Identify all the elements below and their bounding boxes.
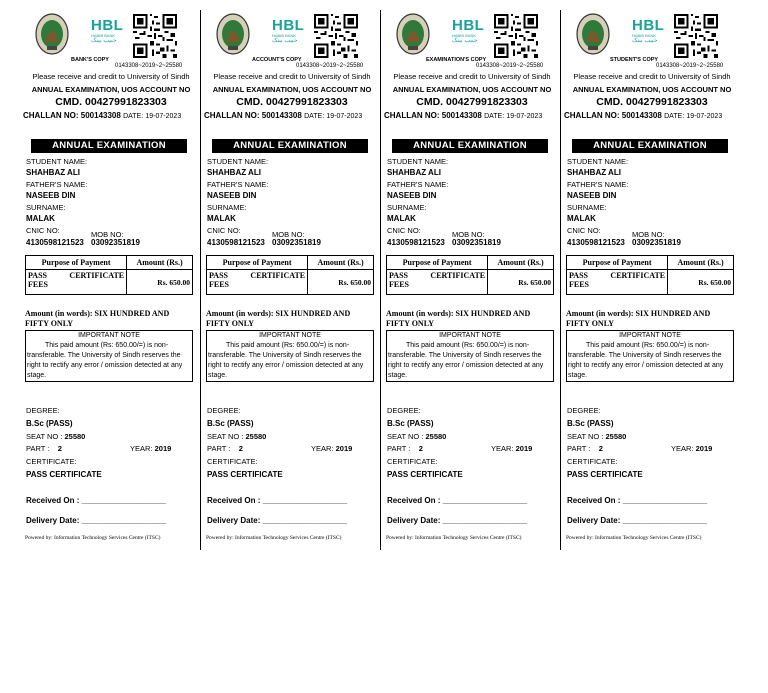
purpose-word: FEES [569, 280, 590, 289]
cnic-label: CNIC NO: [387, 226, 421, 235]
purpose-cell [207, 270, 308, 295]
amount-header: Amount (Rs.) [127, 256, 193, 270]
exam-banner: ANNUAL EXAMINATION [572, 139, 728, 153]
purpose-word: FEES [28, 280, 49, 289]
challan-label: CHALLAN NO: [23, 111, 79, 120]
qr-code-icon [494, 14, 538, 58]
surname-label: SURNAME: [567, 203, 607, 212]
payment-table [386, 255, 554, 295]
seat-label: SEAT NO : [387, 432, 424, 441]
date-label: DATE: [664, 113, 685, 120]
amount-header: Amount (Rs.) [308, 256, 374, 270]
challan-copy-student [560, 10, 740, 550]
cmd-account-number: CMD. 00427991823303 [416, 96, 528, 108]
receive-text: Please receive and credit to University of Sindh [213, 72, 371, 81]
important-note [206, 330, 374, 382]
account-line: ANNUAL EXAMINATION, UOS ACCOUNT NO [572, 85, 732, 94]
purpose-header: Purpose of Payment [567, 256, 668, 270]
year-value: 2019 [695, 444, 713, 453]
year-line [311, 444, 352, 453]
delivery-date-field: Delivery Date: ___________________ [567, 516, 708, 525]
surname: MALAK [207, 214, 236, 223]
purpose-word: FEES [209, 280, 230, 289]
note-title: IMPORTANT NOTE [78, 332, 140, 339]
hbl-logo-urdu: حبیب بینک [632, 38, 658, 44]
delivery-date-field: Delivery Date: ___________________ [207, 516, 348, 525]
powered-by: Powered by: Information Technology Services Centre (ITSC) [386, 535, 522, 541]
surname-label: SURNAME: [387, 203, 427, 212]
student-name-label: STUDENT NAME: [26, 157, 88, 166]
copy-label: EXAMINATION'S COPY [426, 57, 487, 63]
date-label: DATE: [304, 113, 325, 120]
surname: MALAK [387, 214, 416, 223]
powered-by: Powered by: Information Technology Services Centre (ITSC) [206, 535, 342, 541]
seat-line [567, 432, 626, 441]
hbl-logo-text: HBL [272, 17, 305, 34]
note-body: This paid amount (Rs: 650.00/=) is non-transferable. The University of Sindh reserves the right to rectify any error / omission detected at any stage. [27, 342, 183, 379]
part-line [387, 444, 423, 453]
amount-cell: Rs. 650.00 [668, 270, 734, 295]
challan-line [384, 111, 556, 120]
part-label: PART : [387, 444, 411, 453]
mob-number: 03092351819 [452, 238, 501, 247]
mob-label: MOB NO: [452, 230, 485, 239]
part-value: 2 [418, 444, 423, 453]
reference-code: 0143308~2019~2~25580 [296, 63, 364, 69]
purpose-word: PASS [209, 271, 228, 280]
surname-label: SURNAME: [26, 203, 66, 212]
father-name-label: FATHER'S NAME: [387, 180, 449, 189]
copy-label: ACCOUNT'S COPY [252, 57, 302, 63]
challan-label: CHALLAN NO: [384, 111, 440, 120]
degree-label: DEGREE: [387, 406, 421, 415]
receive-text: Please receive and credit to University of Sindh [573, 72, 731, 81]
mob-label: MOB NO: [91, 230, 124, 239]
year-value: 2019 [515, 444, 533, 453]
exam-banner: ANNUAL EXAMINATION [31, 139, 187, 153]
challan-copy-examination [380, 10, 560, 550]
hbl-logo [452, 18, 490, 44]
important-note [25, 330, 193, 382]
student-name: SHAHBAZ ALI [26, 168, 80, 177]
received-on-field: Received On : ___________________ [567, 496, 708, 505]
year-label: YEAR: [491, 444, 514, 453]
degree-label: DEGREE: [567, 406, 601, 415]
surname: MALAK [567, 214, 596, 223]
year-label: YEAR: [130, 444, 153, 453]
part-label: PART : [207, 444, 231, 453]
year-line [671, 444, 712, 453]
purpose-header: Purpose of Payment [26, 256, 127, 270]
university-seal-icon [576, 12, 610, 56]
degree: B.Sc (PASS) [387, 419, 434, 428]
cnic-label: CNIC NO: [26, 226, 60, 235]
payment-table [566, 255, 734, 295]
challan-line [23, 111, 195, 120]
date-value: 19-07-2023 [506, 113, 543, 120]
amount-cell: Rs. 650.00 [488, 270, 554, 295]
powered-by: Powered by: Information Technology Services Centre (ITSC) [25, 535, 161, 541]
amount-cell: Rs. 650.00 [127, 270, 193, 295]
certificate: PASS CERTIFICATE [387, 470, 463, 479]
date-value: 19-07-2023 [686, 113, 723, 120]
date-label: DATE: [123, 113, 144, 120]
seat-line [26, 432, 85, 441]
cnic-label: CNIC NO: [567, 226, 601, 235]
certificate: PASS CERTIFICATE [26, 470, 102, 479]
university-seal-icon [216, 12, 250, 56]
hbl-logo-urdu: حبیب بینک [91, 38, 117, 44]
certificate: PASS CERTIFICATE [207, 470, 283, 479]
part-label: PART : [567, 444, 591, 453]
father-name-label: FATHER'S NAME: [26, 180, 88, 189]
hbl-logo-subtitle: HABIB BANK [91, 33, 116, 38]
seat-label: SEAT NO : [26, 432, 63, 441]
degree: B.Sc (PASS) [567, 419, 614, 428]
amount-header: Amount (Rs.) [668, 256, 734, 270]
challan-label: CHALLAN NO: [204, 111, 260, 120]
seat-label: SEAT NO : [567, 432, 604, 441]
hbl-logo-subtitle: HABIB BANK [452, 33, 477, 38]
reference-code: 0143308~2019~2~25580 [476, 63, 544, 69]
mob-number: 03092351819 [91, 238, 140, 247]
part-value: 2 [238, 444, 243, 453]
purpose-word: PASS [389, 271, 408, 280]
certificate-label: CERTIFICATE: [207, 457, 258, 466]
purpose-header: Purpose of Payment [207, 256, 308, 270]
qr-code-icon [674, 14, 718, 58]
surname-label: SURNAME: [207, 203, 247, 212]
hbl-logo-text: HBL [452, 17, 485, 34]
note-title: IMPORTANT NOTE [619, 332, 681, 339]
note-title: IMPORTANT NOTE [259, 332, 321, 339]
student-name-label: STUDENT NAME: [387, 157, 449, 166]
amount-in-words: Amount (in words): SIX HUNDRED AND FIFTY ONLY [386, 309, 531, 328]
mob-number: 03092351819 [272, 238, 321, 247]
certificate-label: CERTIFICATE: [26, 457, 77, 466]
part-value: 2 [57, 444, 62, 453]
amount-in-words: Amount (in words): SIX HUNDRED AND FIFTY ONLY [25, 309, 170, 328]
account-line: ANNUAL EXAMINATION, UOS ACCOUNT NO [31, 85, 191, 94]
powered-by: Powered by: Information Technology Services Centre (ITSC) [566, 535, 702, 541]
part-line [207, 444, 243, 453]
seat-number: 25580 [64, 432, 86, 441]
father-name-label: FATHER'S NAME: [567, 180, 629, 189]
hbl-logo [272, 18, 310, 44]
hbl-logo-text: HBL [91, 17, 124, 34]
seat-line [207, 432, 266, 441]
certificate-label: CERTIFICATE: [567, 457, 618, 466]
student-name: SHAHBAZ ALI [387, 168, 441, 177]
payment-table [25, 255, 193, 295]
important-note [566, 330, 734, 382]
note-title: IMPORTANT NOTE [439, 332, 501, 339]
seat-line [387, 432, 446, 441]
year-value: 2019 [335, 444, 353, 453]
hbl-logo-subtitle: HABIB BANK [632, 33, 657, 38]
certificate: PASS CERTIFICATE [567, 470, 643, 479]
degree: B.Sc (PASS) [207, 419, 254, 428]
cmd-account-number: CMD. 00427991823303 [55, 96, 167, 108]
reference-code: 0143308~2019~2~25580 [115, 63, 183, 69]
hbl-logo-urdu: حبیب بینک [272, 38, 298, 44]
year-label: YEAR: [311, 444, 334, 453]
year-value: 2019 [154, 444, 172, 453]
seat-number: 25580 [605, 432, 627, 441]
amount-in-words: Amount (in words): SIX HUNDRED AND FIFTY ONLY [566, 309, 711, 328]
purpose-word: PASS [569, 271, 588, 280]
exam-banner: ANNUAL EXAMINATION [392, 139, 548, 153]
qr-code-icon [133, 14, 177, 58]
date-label: DATE: [484, 113, 505, 120]
reference-code: 0143308~2019~2~25580 [656, 63, 724, 69]
challan-line [564, 111, 736, 120]
challan-number: 500143308 [621, 111, 662, 120]
exam-banner: ANNUAL EXAMINATION [212, 139, 368, 153]
challan-number: 500143308 [80, 111, 121, 120]
father-name: NASEEB DIN [207, 191, 257, 200]
year-line [130, 444, 171, 453]
year-label: YEAR: [671, 444, 694, 453]
student-name-label: STUDENT NAME: [567, 157, 629, 166]
received-on-field: Received On : ___________________ [207, 496, 348, 505]
father-name: NASEEB DIN [387, 191, 437, 200]
challan-label: CHALLAN NO: [564, 111, 620, 120]
university-seal-icon [35, 12, 69, 56]
part-line [26, 444, 62, 453]
challan-number: 500143308 [441, 111, 482, 120]
purpose-word: CERTIFICATE [610, 271, 666, 280]
copy-label: STUDENT'S COPY [610, 57, 659, 63]
amount-header: Amount (Rs.) [488, 256, 554, 270]
degree: B.Sc (PASS) [26, 419, 73, 428]
cnic-label: CNIC NO: [207, 226, 241, 235]
purpose-cell [567, 270, 668, 295]
cnic-number: 4130598121523 [567, 238, 625, 247]
purpose-word: FEES [389, 280, 410, 289]
received-on-field: Received On : ___________________ [26, 496, 167, 505]
purpose-cell [26, 270, 127, 295]
amount-in-words: Amount (in words): SIX HUNDRED AND FIFTY ONLY [206, 309, 351, 328]
student-name: SHAHBAZ ALI [207, 168, 261, 177]
copy-label: BANK'S COPY [71, 57, 109, 63]
student-name: SHAHBAZ ALI [567, 168, 621, 177]
note-body: This paid amount (Rs: 650.00/=) is non-transferable. The University of Sindh reserves the right to rectify any error / omission detected at any stage. [208, 342, 364, 379]
father-name: NASEEB DIN [567, 191, 617, 200]
purpose-word: CERTIFICATE [250, 271, 306, 280]
seat-number: 25580 [245, 432, 267, 441]
mob-label: MOB NO: [272, 230, 305, 239]
purpose-word: PASS [28, 271, 47, 280]
purpose-word: CERTIFICATE [430, 271, 486, 280]
challan-line [204, 111, 376, 120]
cmd-account-number: CMD. 00427991823303 [596, 96, 708, 108]
account-line: ANNUAL EXAMINATION, UOS ACCOUNT NO [212, 85, 372, 94]
purpose-header: Purpose of Payment [387, 256, 488, 270]
important-note [386, 330, 554, 382]
part-value: 2 [598, 444, 603, 453]
surname: MALAK [26, 214, 55, 223]
part-label: PART : [26, 444, 50, 453]
purpose-word: CERTIFICATE [69, 271, 125, 280]
university-seal-icon [396, 12, 430, 56]
note-body: This paid amount (Rs: 650.00/=) is non-transferable. The University of Sindh reserves the right to rectify any error / omission detected at any stage. [388, 342, 544, 379]
hbl-logo-urdu: حبیب بینک [452, 38, 478, 44]
student-name-label: STUDENT NAME: [207, 157, 269, 166]
challan-copies [20, 10, 742, 550]
seat-label: SEAT NO : [207, 432, 244, 441]
father-name-label: FATHER'S NAME: [207, 180, 269, 189]
part-line [567, 444, 603, 453]
cnic-number: 4130598121523 [26, 238, 84, 247]
hbl-logo-subtitle: HABIB BANK [272, 33, 297, 38]
receive-text: Please receive and credit to University of Sindh [393, 72, 551, 81]
purpose-cell [387, 270, 488, 295]
delivery-date-field: Delivery Date: ___________________ [26, 516, 167, 525]
amount-cell: Rs. 650.00 [308, 270, 374, 295]
cnic-number: 4130598121523 [207, 238, 265, 247]
year-line [491, 444, 532, 453]
challan-copy-bank [20, 10, 200, 550]
mob-label: MOB NO: [632, 230, 665, 239]
received-on-field: Received On : ___________________ [387, 496, 528, 505]
payment-table [206, 255, 374, 295]
hbl-logo-text: HBL [632, 17, 665, 34]
date-value: 19-07-2023 [145, 113, 182, 120]
seat-number: 25580 [425, 432, 447, 441]
account-line: ANNUAL EXAMINATION, UOS ACCOUNT NO [392, 85, 552, 94]
father-name: NASEEB DIN [26, 191, 76, 200]
qr-code-icon [314, 14, 358, 58]
cnic-number: 4130598121523 [387, 238, 445, 247]
degree-label: DEGREE: [26, 406, 60, 415]
degree-label: DEGREE: [207, 406, 241, 415]
mob-number: 03092351819 [632, 238, 681, 247]
note-body: This paid amount (Rs: 650.00/=) is non-transferable. The University of Sindh reserves the right to rectify any error / omission detected at any stage. [568, 342, 724, 379]
challan-copy-account [200, 10, 380, 550]
receive-text: Please receive and credit to University of Sindh [32, 72, 190, 81]
challan-number: 500143308 [261, 111, 302, 120]
delivery-date-field: Delivery Date: ___________________ [387, 516, 528, 525]
hbl-logo [632, 18, 670, 44]
cmd-account-number: CMD. 00427991823303 [236, 96, 348, 108]
certificate-label: CERTIFICATE: [387, 457, 438, 466]
date-value: 19-07-2023 [326, 113, 363, 120]
hbl-logo [91, 18, 129, 44]
